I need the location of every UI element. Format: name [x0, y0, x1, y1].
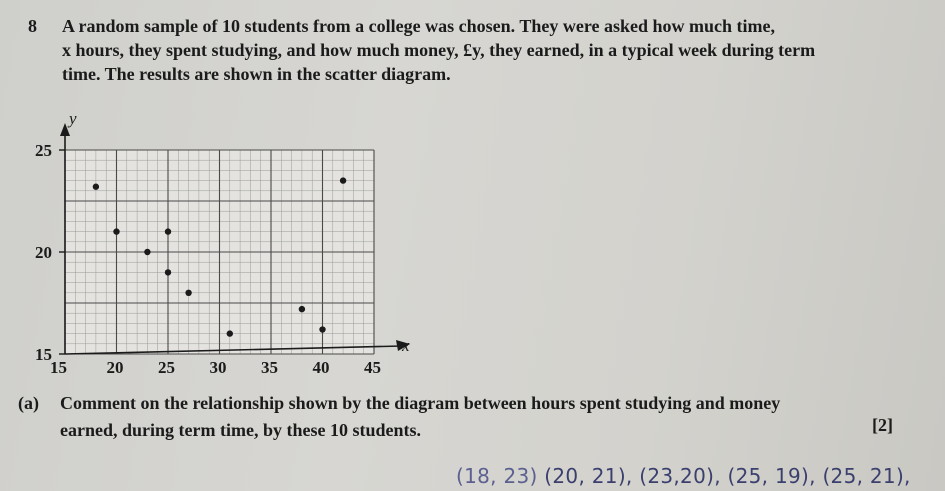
x-tick-label: 45 [364, 358, 381, 377]
data-point [113, 228, 119, 234]
x-tick-label: 40 [312, 358, 330, 377]
x-tick-label: 35 [261, 358, 278, 377]
data-point [93, 184, 99, 190]
question-line-1: A random sample of 10 students from a college was chosen. They were asked how much time, [62, 16, 775, 36]
x-tick-label: 30 [209, 358, 227, 377]
x-axis-label: x [402, 336, 410, 355]
data-point [340, 177, 346, 183]
data-point [165, 269, 171, 275]
data-point [319, 326, 325, 332]
y-axis-label: y [69, 109, 77, 128]
data-point [165, 228, 171, 234]
y-tick-label: 20 [35, 243, 52, 262]
handwritten-answer [456, 464, 911, 488]
question-line-3: time. The results are shown in the scatter diagram. [62, 64, 451, 84]
question-line-2: x hours, they spent studying, and how much money, £y, they earned, in a typical week during term [62, 40, 816, 60]
x-tick-label: 15 [50, 358, 67, 377]
x-tick-label: 20 [106, 358, 124, 377]
data-point [227, 330, 233, 336]
y-tick-label: 15 [35, 345, 52, 364]
part-a-letter: (a) [18, 393, 39, 413]
marks-label: [2] [872, 415, 893, 435]
handwritten-text: (20, 21), (23,20), (25, 19), (25, 21), [544, 464, 911, 488]
x-tick-label: 25 [158, 358, 175, 377]
part-a-line-2: earned, during term time, by these 10 students. [60, 420, 421, 440]
data-point [185, 290, 191, 296]
data-point [144, 249, 150, 255]
data-point [299, 306, 305, 312]
question-number: 8 [28, 16, 37, 36]
part-a-line-1: Comment on the relationship shown by the diagram between hours spent studying and money [60, 393, 781, 413]
handwritten-partial: (18, 23) [456, 464, 538, 488]
y-tick-label: 25 [35, 141, 52, 160]
